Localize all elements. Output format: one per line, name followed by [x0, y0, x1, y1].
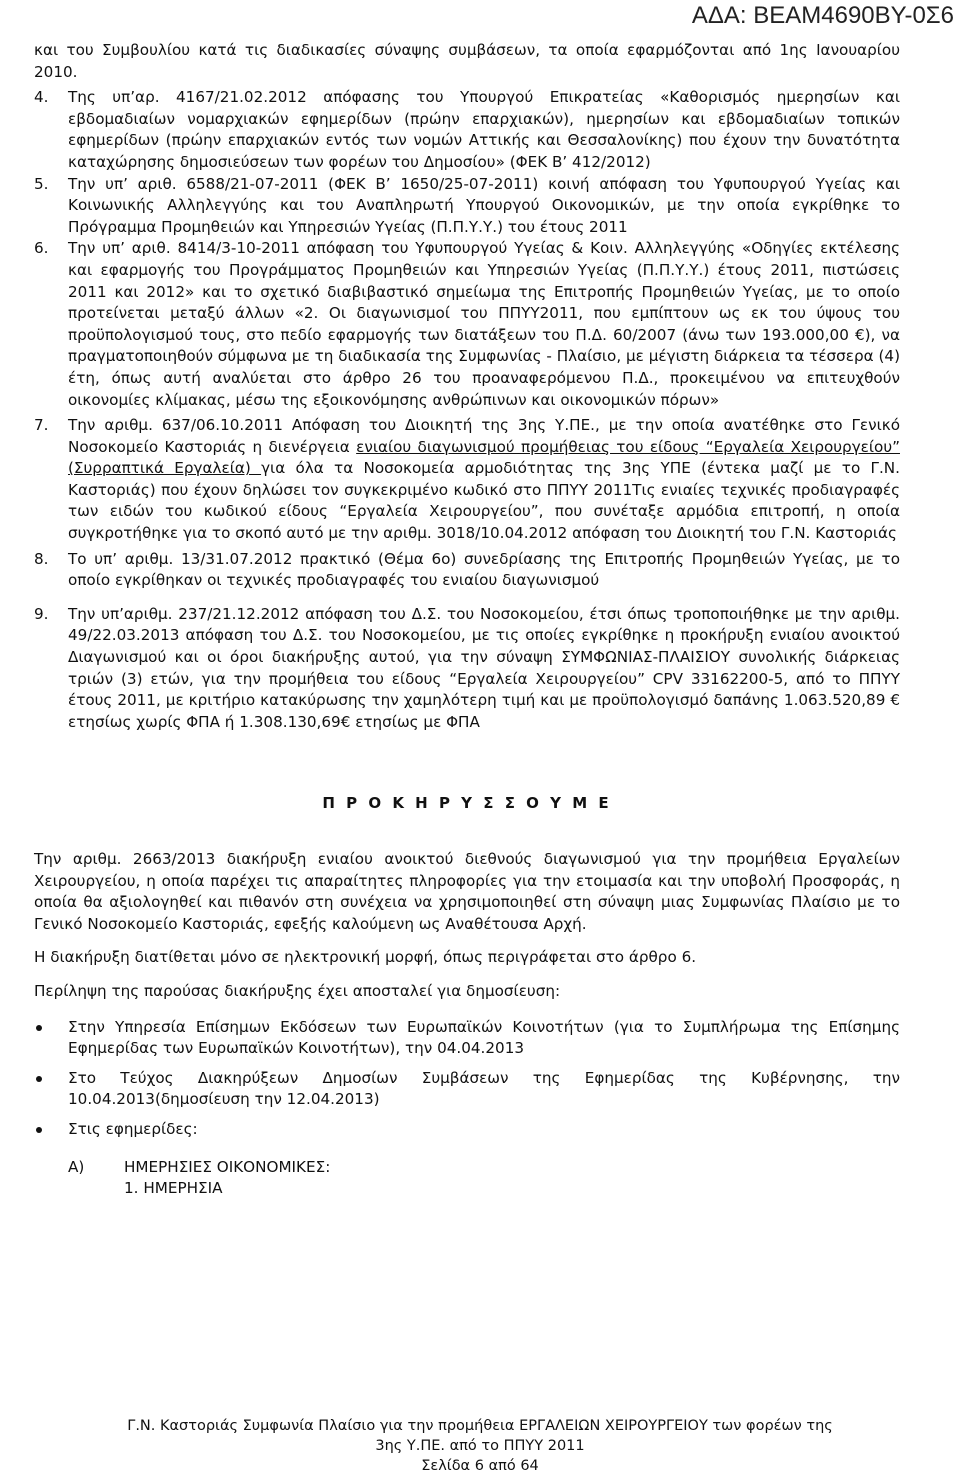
sub-sub-item: [34, 1178, 900, 1200]
bullet-item: [34, 1068, 900, 1111]
item-number: 5.: [34, 174, 49, 193]
item-text-part: Την αριθμ. 637/06.10.2011 Απόφαση του Διοικητή της 3ης Υ.ΠΕ., με την οποία ανατέθηκε στο Γενικό Νοσοκομείο Καστοριάς η διενέργεια: [68, 416, 900, 456]
page-number: Σελίδα 6 από 64: [421, 1458, 539, 1474]
item-text-part: για όλα τα Νοσοκομεία αρμοδιότητας της 3ης ΥΠΕ (έντεκα μαζί με το Γ.Ν. Καστοριάς) που έχουν δηλώσει τον συγκεκριμένο κωδικό στο ΠΠΥΥ 2011Τις ενιαίες τεχνικές προδιαγραφές των ειδών του κωδικού είδους “Εργαλεία Χειρουργείου”, που συνέταξε αρμόδια επιτροπή, η οποία συγκροτήθηκε για το σκοπό αυτό με την αριθμ. 3018/10.04.2012 απόφαση του Διοικητή του Γ.Ν. Καστοριάς: [68, 459, 900, 543]
item-number: 8.: [34, 549, 49, 568]
list-item: [34, 415, 900, 545]
ada-code: ΑΔΑ: ΒΕΑΜ4690ΒΥ-0Σ6: [691, 2, 954, 29]
bullet-list: [34, 1017, 900, 1141]
list-item: [34, 238, 900, 411]
list-item: [34, 87, 900, 173]
bullet-icon: [36, 1076, 42, 1082]
sub-item-label: Α): [68, 1157, 85, 1176]
sub-sub-item-text: ΗΜΕΡΗΣΙΑ: [143, 1179, 223, 1198]
bullet-icon: [36, 1127, 42, 1133]
footer-line: 3ης Υ.ΠΕ. από το ΠΠΥΥ 2011: [375, 1438, 585, 1454]
item-number: 7.: [34, 416, 49, 435]
bullet-text: Στις εφημερίδες:: [68, 1119, 198, 1138]
item-number: 9.: [34, 604, 49, 623]
footer-line: Γ.Ν. Καστοριάς Συμφωνία Πλαίσιο για την προμήθεια ΕΡΓΑΛΕΙΩΝ ΧΕΙΡΟΥΡΓΕΙΟΥ των φορέων της: [127, 1418, 833, 1434]
section-title: Π Ρ Ο Κ Η Ρ Υ Σ Σ Ο Υ Μ Ε: [322, 794, 612, 813]
bullet-icon: [36, 1025, 42, 1031]
list-item: [34, 174, 900, 239]
body-paragraph: Περίληψη της παρούσας διακήρυξης έχει αποσταλεί για δημοσίευση:: [34, 981, 561, 1000]
item-text: Το υπ’ αριθμ. 13/31.07.2012 πρακτικό (Θέμα 6ο) συνεδρίασης της Επιτροπής Προμηθειών Υγείας, με το οποίο εγκρίθηκαν οι τεχνικές προδιαγραφές του ενιαίου διαγωνισμού: [68, 549, 900, 590]
item-number: 4.: [34, 88, 49, 107]
item-text: Την υπ’αριθμ. 237/21.12.2012 απόφαση του Δ.Σ. του Νοσοκομείου, έτσι όπως τροποποιήθηκε με την αριθμ. 49/22.03.2013 απόφαση του Δ.Σ. του Νοσοκομείου, με τις οποίες εγκρίθηκε η προκήρυξη ενιαίου ανοικτού Διαγωνισμού και οι όροι διακήρυξης αυτού, για την σύναψη ΣΥΜΦΩΝΙΑΣ-ΠΛΑΙΣΙΟΥ συνολικής διάρκειας τριών (3) ετών, για την προμήθεια του είδους “Εργαλεία Χειρουργείου” CPV 33162200-5, από το ΠΠΥΥ έτους 2011, με κριτήριο κατακύρωσης την χαμηλότερη τιμή και με προϋπολογισμό δαπάνης 1.063.520,89 € ετησίως χωρίς ΦΠΑ ή 1.308.130,69€ ετησίως με ΦΠΑ: [68, 604, 900, 731]
document-page: [34, 40, 900, 1200]
bullet-text: Στο Τεύχος Διακηρύξεων Δημοσίων Συμβάσεων της Εφημερίδας της Κυβέρνησης, την 10.04.2013(δημοσίευση την 12.04.2013): [68, 1068, 900, 1109]
underlined-subject: ενιαίου διαγωνισμού προμήθειας του είδους “Εργαλεία Χειρουργείου” (Συρραπτικά Εργαλεία): [68, 437, 900, 478]
bullet-item: [34, 1119, 900, 1141]
bullet-text: Στην Υπηρεσία Επίσημων Εκδόσεων των Ευρωπαϊκών Κοινοτήτων (για το Συμπλήρωμα της Επίσημης Εφημερίδας των Ευρωπαϊκών Κοινοτήτων), την 04.04.2013: [68, 1017, 900, 1058]
list-item: [34, 604, 900, 734]
list-item: [34, 549, 900, 592]
page-footer: [0, 1416, 960, 1476]
sub-item: [34, 1157, 900, 1179]
item-text: Της υπ’αρ. 4167/21.02.2012 απόφασης του Υπουργού Επικρατείας «Καθορισμός ημερησίων και εβδομαδιαίων νομαρχιακών εφημερίδων (πρώην επαρχιακών), ημερησίων και εβδομαδιαίων τοπικών εφημερίδων (πρώην επαρχιακών εντός των νομών Αττικής και Θεσσαλονίκης) που έχουν την δυνατότητα καταχώρησης δημοσιεύσεων των φορέων του Δημοσίου» (ΦΕΚ Β’ 412/2012): [68, 88, 900, 171]
item-text: [68, 415, 900, 545]
sub-sub-item-label: 1.: [124, 1179, 139, 1198]
bullet-item: [34, 1017, 900, 1060]
item-text: Την υπ’ αριθ. 6588/21-07-2011 (ΦΕΚ Β’ 1650/25-07-2011) κοινή απόφαση του Υφυπουργού Υγείας και Κοινωνικής Αλληλεγγύης και του Αναπληρωτή Υπουργού Οικονομικών, με την οποία εγκρίθηκε το Πρόγραμμα Προμηθειών και Υπηρεσιών Υγείας (Π.Π.Υ.Υ.) του έτους 2011: [68, 174, 900, 236]
item-text: Την υπ’ αριθ. 8414/3-10-2011 απόφαση του Υφυπουργού Υγείας & Κοιν. Αλληλεγγύης «Οδηγίες εκτέλεσης και εφαρμογής του Προγράμματος Προμηθειών και Υπηρεσιών Υγείας (Π.Π.Υ.Υ.) έτους 2011, πιστώσεις 2011 και 2012» και το σχετικό διαβιβαστικό σημείωμα της Επιτροπής Προμηθειών Υγείας, με το οποίο προτείνεται μεταξύ άλλων «2. Οι διαγωνισμοί του ΠΠΥΥ2011, που εμπίπτουν ως εκ του ύψους του προϋπολογισμού τους, στο πεδίο εφαρμογής των διατάξεων του Π.Δ. 60/2007 (άνω των 193.000,00 €), να πραγματοποιηθούν σύμφωνα με τη διαδικασία της Συμφωνίας - Πλαίσιο, με μέγιστη διάρκεια τα τέσσερα (4) έτη, όπως αυτή αναλύεται στο άρθρο 26 του προαναφερόμενου Π.Δ., προκειμένου να επιτευχθούν οικονομίες κλίμακας, μέσω της εξοικονόμησης ανθρώπινων και οικονομικών πόρων»: [68, 239, 900, 409]
body-paragraph: Η διακήρυξη διατίθεται μόνο σε ηλεκτρονική μορφή, όπως περιγράφεται στο άρθρο 6.: [34, 948, 697, 967]
body-paragraph: Την αριθμ. 2663/2013 διακήρυξη ενιαίου ανοικτού διεθνούς διαγωνισμού για την προμήθεια Εργαλείων Χειρουργείου, η οποία παρέχει τις απαραίτητες πληροφορίες για την ετοιμασία και την υποβολή Προσφοράς, η οποία θα αξιολογηθεί και πιθανόν στη συνέχεια να χρησιμοποιηθεί στη σύναψη μιας Συμφωνίας Πλαίσιο με το Γενικό Νοσοκομείο Καστοριάς, εφεξής καλούμενη ως Αναθέτουσα Αρχή.: [34, 850, 900, 933]
sub-item-text: ΗΜΕΡΗΣΙΕΣ ΟΙΚΟΝΟΜΙΚΕΣ:: [124, 1157, 331, 1176]
intro-continuation: και του Συμβουλίου κατά τις διαδικασίες σύναψης συμβάσεων, τα οποία εφαρμόζονται από 1ης Ιανουαρίου 2010.: [34, 41, 900, 81]
item-number: 6.: [34, 239, 49, 258]
